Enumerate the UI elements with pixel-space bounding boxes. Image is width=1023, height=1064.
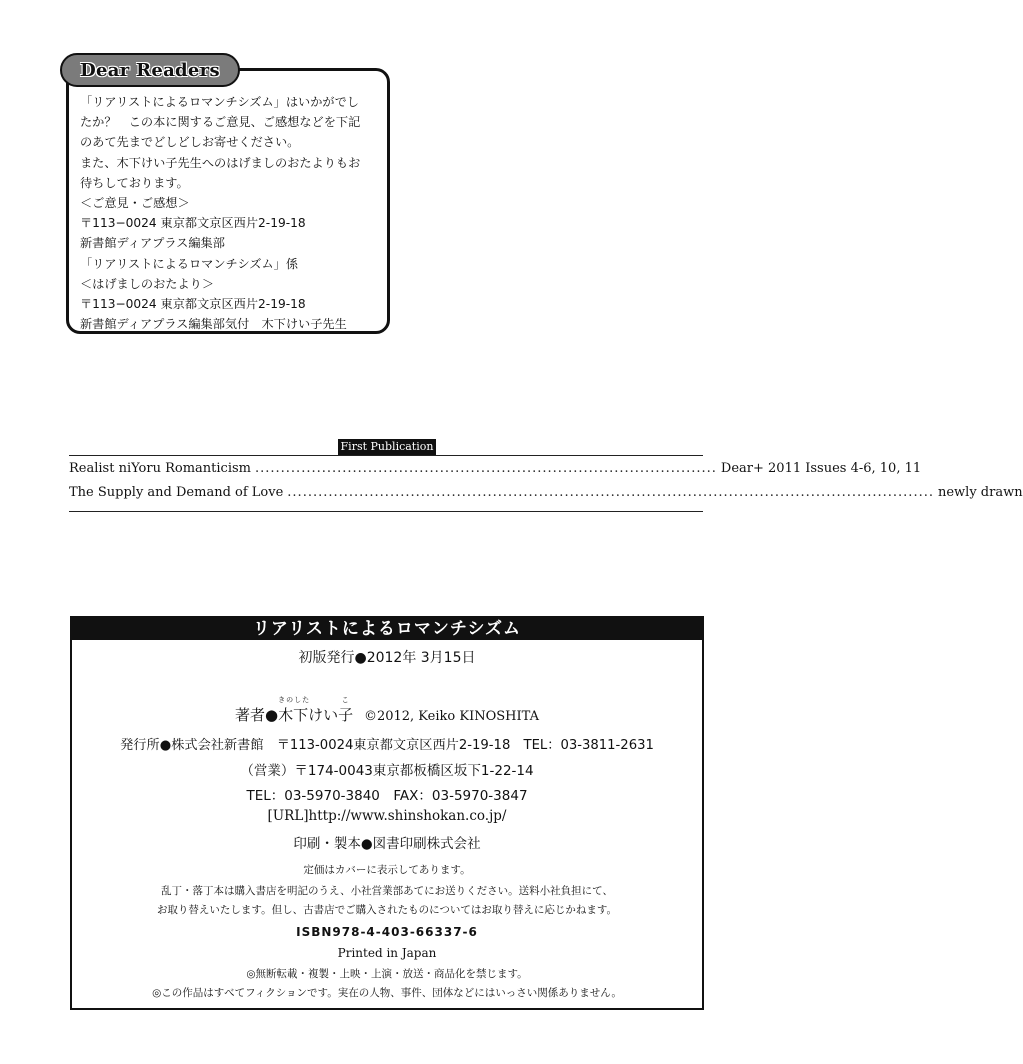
divider-top <box>69 455 703 456</box>
readers-line: ＜ご意見・ご感想＞ <box>80 195 190 210</box>
copyright-notice: ©2012, Keiko KINOSHITA <box>363 709 539 724</box>
readers-line: たか？ この本に関するご意見、ご感想などを下記 <box>80 115 361 130</box>
author-ruby: きのした <box>278 696 311 704</box>
leader-dots: .............................................................................................................................. <box>287 485 934 500</box>
printer-line: 印刷・製本●図書印刷株式会社 <box>293 836 481 852</box>
publication-source: newly drawn <box>937 485 1023 500</box>
author-name-kanji: 子 <box>338 706 354 724</box>
author-name-kanji: 木下 <box>278 706 309 724</box>
publisher-line: 発行所●株式会社新書館 〒113-0024東京都文京区西片2-19-18 TEL：03-3811-2631 <box>120 738 654 753</box>
readers-line: 「リアリストによるロマンチシズム」係 <box>80 256 299 271</box>
first-publication-label: First Publication <box>338 439 436 455</box>
printed-in: Printed in Japan <box>337 946 437 960</box>
fiction-note: ◎この作品はすべてフィクションです。実在の人物、事件、団体などにはいっさい関係ありません。 <box>152 987 622 999</box>
readers-line: 「リアリストによるロマンチシズム」はいかがでし <box>80 95 359 109</box>
dear-readers-text <box>80 92 386 334</box>
author-label: 著者● <box>235 706 279 724</box>
author-name-kana: けい <box>308 706 339 724</box>
price-note: 定価はカバーに表示してあります。 <box>303 864 471 876</box>
first-edition-date: 初版発行●2012年 3月15日 <box>298 650 476 666</box>
readers-line: 新書館ディアプラス編集部 <box>80 236 225 251</box>
sales-address: （営業）〒174-0043東京都板橋区坂下1-22-14 <box>240 763 534 779</box>
publication-row <box>69 461 922 481</box>
dear-readers-title: Dear Readers <box>80 59 220 81</box>
sales-phone-fax: TEL：03-5970-3840 FAX：03-5970-3847 <box>246 788 528 804</box>
defect-note: お取り替えいたします。但し、古書店でご購入されたものについてはお取り替えに応じかねます。 <box>156 904 618 916</box>
divider-bottom <box>69 511 703 512</box>
prohibition-note: ◎無断転載・複製・上映・上演・放送・商品化を禁じます。 <box>246 968 528 980</box>
publication-title: Realist niYoru Romanticism <box>69 461 251 476</box>
readers-line: のあて先までどしどしお寄せください。 <box>80 135 300 150</box>
readers-line: 新書館ディアプラス編集部気付 木下けい子先生 <box>80 317 347 332</box>
readers-line: 〒113−0024 東京都文京区西片2-19-18 <box>80 216 306 231</box>
publisher-url: [URL]http://www.shinshokan.co.jp/ <box>267 808 507 824</box>
isbn: ISBN978-4-403-66337-6 <box>296 925 478 939</box>
publication-row <box>69 485 1023 505</box>
author-ruby: こ <box>341 696 350 704</box>
author-name-part <box>278 696 311 725</box>
dear-readers-title-badge <box>60 53 240 87</box>
readers-line: ＜はげましのおたより＞ <box>80 276 215 291</box>
author-line <box>72 696 702 725</box>
publication-title: The Supply and Demand of Love <box>69 485 284 500</box>
leader-dots: .......................................................................................... <box>255 461 717 476</box>
readers-line: また、木下けい子先生へのはげましのおたよりもお <box>80 155 361 170</box>
colophon-title: リアリストによるロマンチシズム <box>72 618 702 640</box>
author-name-part <box>338 696 354 725</box>
publication-source: Dear+ 2011 Issues 4-6, 10, 11 <box>720 461 922 476</box>
readers-line: 〒113−0024 東京都文京区西片2-19-18 <box>80 296 306 311</box>
readers-line: 待ちしております。 <box>80 175 189 190</box>
defect-note: 乱丁・落丁本は購入書店を明記のうえ、小社営業部あてにお送りください。送料小社負担にて、 <box>161 885 613 897</box>
